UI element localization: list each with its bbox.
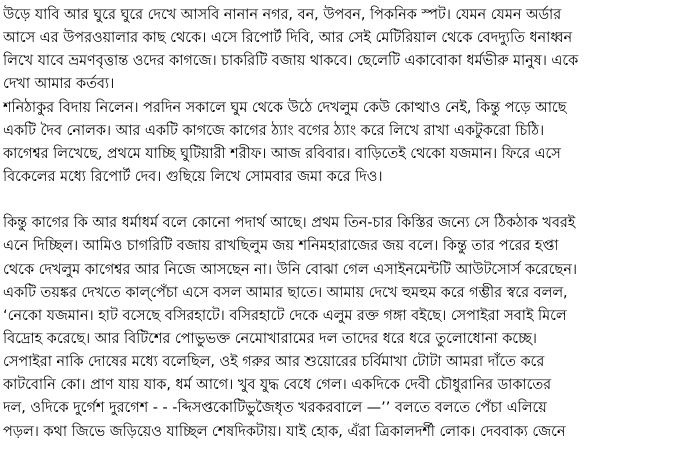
text-line: এনে দিচ্ছিল। আমিও চাগরিটি বজায় রাখছিলুম জয় শনিমহারাজের জয় বলে। কিন্তু তার পরের হপ্তা [3, 238, 559, 255]
text-line: পড়ল। কথা জিভে জড়িয়েও যাচ্ছিল শেষদিকটায়। যাই হোক, এঁরা ত্রিকালদর্শী লোক। দেববাক্য জেনে [3, 423, 566, 440]
paragraph-one [3, 4, 668, 189]
text-line: আসে এর উপরওয়ালার কাছ থেকে। এসে রিপোর্ট দিবি, আর সেই মেটিরিয়াল থেকে বেদদ্যুতি ধনাধ্বন [3, 30, 573, 47]
paragraph-gap [3, 189, 668, 212]
text-line: দেখা আমার কর্তব্য। [3, 76, 115, 93]
text-line: শনিঠাকুর বিদায় নিলেন। পরদিন সকালে ঘুম থেকে উঠে দেখলুম কেউ কোত্থাও নেই, কিন্তু পড়ে আছে [3, 99, 567, 116]
text-line: লিখে যাবে ভ্রমণবৃত্তান্ত ওদের কাগজে। চাকরিটি বজায় থাকবে। ছেলেটি একাবোকা ধর্মভীরু মানুষ। একে [3, 53, 579, 70]
text-line: ‘নেকো যজমান। হাট বসেছে বসিরহাটে। বসিরহাটে দেকে এলুম রক্ত গঙ্গা বইছে। সেপাইরা সবাই মিলে [3, 307, 567, 324]
paragraph-two [3, 212, 668, 443]
text-line: কিন্তু কাগের কি আর ধর্মাধর্ম বলে কোনো পদার্থ আছে। প্রথম তিন-চার কিস্তির জন্যে সে ঠিকঠাক খবরই [3, 215, 576, 232]
text-line: বিকেলের মধ্যে রিপোর্ট দেব। গুছিয়ে লিখে সোমবার জমা করে দিও। [3, 168, 383, 185]
text-line: থেকে দেখলুম কাগেশ্বর আর নিজে আসছেন না। উনি বোঝা গেল এসাইনমেন্টটি আউটসোর্স করেছেন। [3, 261, 577, 278]
text-line: বিদ্রোহ করেছে। আর বিটিশের পোভুভক্ত নেমোখারামের দল তাদের ধরে ধরে তুলোধোনা কচ্ছে। [3, 330, 537, 347]
text-line: দল, ওদিকে দুর্গেশ দুরগেশ - - -ব্দিসপ্তকোটিভুজৈধৃত খরকরবালে —’’ বলতে বলতে পেঁচা এলিয়ে [3, 400, 547, 417]
text-line: একটি দৈব নোলক। আর একটি কাগজে কাগের ঠ্যাং বগের ঠ্যাং করে লিখে রাখা একটুকরো চিঠি। [3, 122, 545, 139]
text-line: কাগেশ্বর লিখেছে, প্রথমে যাচ্ছি ঘুটিয়ারী শরীফ। আজ রবিবার। বাড়িতেই থেকো যজমান। ফিরে এসে [3, 145, 561, 162]
text-line: সেপাইরা নাকি দোষের মধ্যে বলেছিল, ওই গরুর আর শুয়োরের চর্বিমাখা টোটা আমরা দাঁতে করে [3, 354, 545, 371]
text-line: কাটবোনি কো। প্রাণ যায় যাক, ধর্ম আগে। খুব যুদ্ধ বেধে গেল। একদিকে দেবী চৌধুরানির ডাকাতের [3, 377, 552, 394]
text-line: উড়ে যাবি আর ঘুরে ঘুরে দেখে আসবি নানান নগর, বন, উপবন, পিকনিক স্পট। যেমন যেমন অর্ডার [3, 7, 562, 23]
text-line: একটি তয়ঙ্কর দেখতে কাল্‌পেঁচা এসে বসল আমার ছাতে। আমায় দেখে হুমহুম করে গম্ভীর স্বরে বলল, [3, 284, 568, 301]
